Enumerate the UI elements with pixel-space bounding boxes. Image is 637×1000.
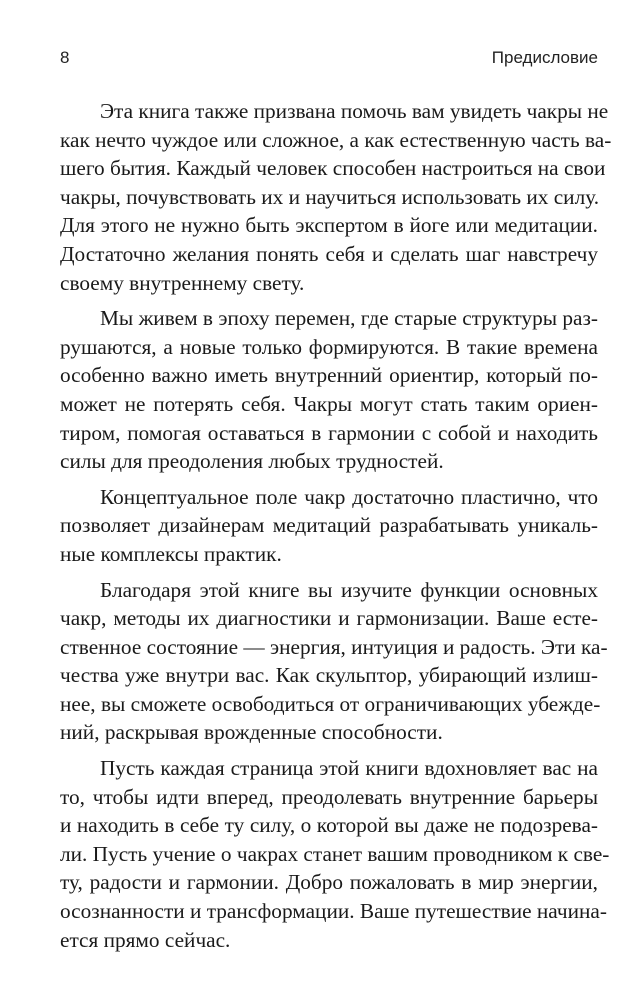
paragraph bbox=[60, 483, 598, 569]
text-line: тиром, помогая оставаться в гармонии с собой и находить bbox=[60, 420, 598, 445]
text-line: осознанности и трансформации. Ваше путешествие начина- bbox=[60, 899, 607, 924]
running-title: Предисловие bbox=[491, 48, 598, 67]
text-line: ний, раскрывая врожденные способности. bbox=[60, 720, 443, 745]
text-line: Концептуальное поле чакр достаточно пластично, что bbox=[100, 484, 598, 509]
text-line: позволяет дизайнерам медитаций разрабатывать уникаль- bbox=[60, 513, 598, 538]
text-line: рушаются, а новые только формируются. В такие времена bbox=[60, 334, 598, 359]
body-text bbox=[60, 97, 612, 954]
paragraph bbox=[60, 304, 598, 476]
text-line: Для этого не нужно быть экспертом в йоге или медитации. bbox=[60, 213, 598, 238]
text-line: Пусть каждая страница этой книги вдохновляет вас на bbox=[100, 756, 598, 781]
text-line: своему внутреннему свету. bbox=[60, 270, 305, 295]
text-line: ту, радости и гармонии. Добро пожаловать в мир энергии, bbox=[60, 870, 598, 895]
text-line: Мы живем в эпоху перемен, где старые структуры раз- bbox=[100, 306, 598, 331]
paragraph bbox=[60, 576, 608, 748]
text-line: то, чтобы идти вперед, преодолевать внутренние барьеры bbox=[60, 784, 598, 809]
text-line: нее, вы сможете освободиться от ограничивающих убежде- bbox=[60, 691, 601, 716]
text-line: особенно важно иметь внутренний ориентир, который по- bbox=[60, 363, 598, 388]
text-line: Благодаря этой книге вы изучите функции основных bbox=[100, 577, 598, 602]
paragraph bbox=[60, 754, 610, 954]
text-line: шего бытия. Каждый человек способен настроиться на свои bbox=[60, 156, 606, 181]
text-line: ные комплексы практик. bbox=[60, 541, 282, 566]
page-number: 8 bbox=[60, 48, 70, 67]
text-line: и находить в себе ту силу, о которой вы даже не подозрева- bbox=[60, 813, 598, 838]
text-line: как нечто чуждое или сложное, а как естественную часть ва- bbox=[60, 127, 612, 152]
text-line: Эта книга также призвана помочь вам увидеть чакры не bbox=[100, 99, 609, 123]
text-line: ется прямо сейчас. bbox=[60, 927, 231, 952]
text-line: чества уже внутри вас. Как скульптор, убирающий излиш- bbox=[60, 663, 598, 688]
page-header bbox=[60, 48, 598, 74]
text-line: чакры, почувствовать их и научиться использовать их силу. bbox=[60, 184, 600, 209]
text-line: ственное состояние — энергия, интуиция и радость. Эти ка- bbox=[60, 634, 608, 659]
text-line: силы для преодоления любых трудностей. bbox=[60, 449, 444, 474]
text-line: может не потерять себя. Чакры могут стать таким ориен- bbox=[60, 391, 598, 416]
text-line: Достаточно желания понять себя и сделать шаг навстречу bbox=[60, 241, 598, 266]
paragraph bbox=[60, 97, 612, 297]
text-line: ли. Пусть учение о чакрах станет вашим проводником к све- bbox=[60, 841, 610, 866]
text-line: чакр, методы их диагностики и гармонизации. Ваше есте- bbox=[60, 606, 598, 631]
